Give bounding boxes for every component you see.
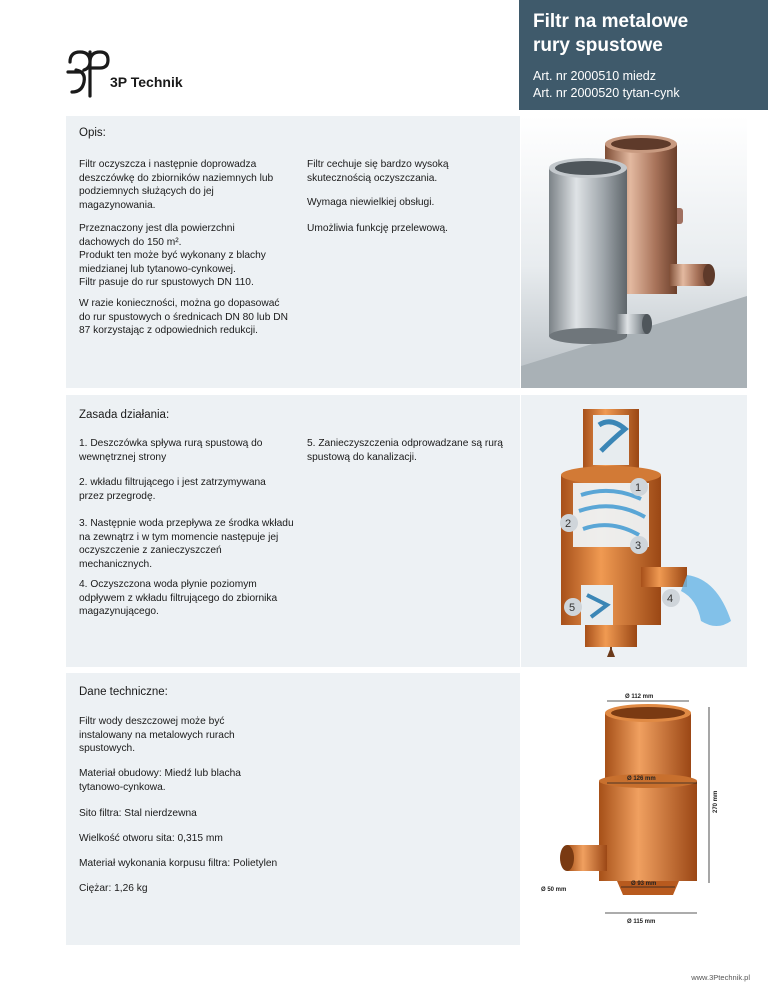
dim-top-diameter: Ø 112 mm bbox=[625, 694, 654, 700]
step-5: 5. Zanieczyszczenia odprowadzane są rurą spustową do kanalizacji. bbox=[307, 438, 503, 463]
step-2: 2. wkładu filtrującego i jest zatrzymywana przez przegrodę. bbox=[79, 477, 266, 502]
dim-mid-diameter: Ø 126 mm bbox=[627, 776, 656, 782]
step-4: 4. Oczyszczona woda płynie poziomym odpływem z wkładu filtrującego do zbiornika magazynującego. bbox=[79, 579, 278, 617]
badge-4: 4 bbox=[667, 593, 674, 605]
spec-screen: Sito filtra: Stal nierdzewna bbox=[79, 808, 197, 819]
step-1: 1. Deszczówka spływa rurą spustową do wewnętrznej strony bbox=[79, 438, 263, 463]
opis-title: Opis: bbox=[79, 127, 106, 139]
badge-2: 2 bbox=[565, 518, 572, 530]
dim-bottom-inner: Ø 93 mm bbox=[631, 881, 657, 887]
opis-paragraph-1: Filtr oczyszcza i następnie doprowadza deszczówkę do zbiorników naziemnych lub podziemnych służących do jej magazynowania. bbox=[79, 159, 274, 211]
opis-right-2: Wymaga niewielkiej obsługi. bbox=[307, 197, 435, 208]
zasada-title: Zasada działania: bbox=[79, 409, 170, 421]
technical-drawing bbox=[521, 673, 747, 945]
product-photo bbox=[521, 116, 747, 388]
logo-mark-icon bbox=[66, 50, 110, 98]
opis-paragraph-3: W razie konieczności, można go dopasować do rur spustowych o średnicach DN 80 lub DN 87 korzystając z odpowiednich redukcji. bbox=[79, 298, 288, 336]
article-number-zinc: Art. nr 2000520 tytan-cynk bbox=[533, 86, 680, 100]
page-title: Filtr na metalowe rury spustowe bbox=[533, 11, 689, 56]
dim-outlet-diameter: Ø 50 mm bbox=[541, 887, 567, 893]
footer-url: www.3Ptechnik.pl bbox=[691, 973, 750, 982]
opis-right-1: Filtr cechuje się bardzo wysoką skutecznością oczyszczania. bbox=[307, 159, 449, 184]
spec-mesh: Wielkość otworu sita: 0,315 mm bbox=[79, 833, 223, 844]
opis-paragraph-2: Przeznaczony jest dla powierzchni dachowych do 150 m². Produkt ten może być wykonany z blachy miedzianej lub tytanowo-cynkowej. Filtr pasuje do rur spustowych DN 110. bbox=[79, 223, 266, 288]
spec-install: Filtr wody deszczowej może być instalowany na metalowych rurach spustowych. bbox=[79, 716, 235, 754]
article-numbers bbox=[533, 68, 754, 102]
dim-height: 270 mm bbox=[713, 790, 719, 813]
working-diagram bbox=[521, 395, 747, 667]
spec-housing: Materiał obudowy: Miedź lub blacha tytanowo-cynkowa. bbox=[79, 768, 241, 793]
dim-bottom-outer: Ø 115 mm bbox=[627, 919, 656, 925]
step-3: 3. Następnie woda przepływa ze środka wkładu na zewnątrz i w tym momencie następuje jej oczyszczenie z zanieczyszczeń mechanicznych. bbox=[79, 518, 294, 570]
badge-1: 1 bbox=[635, 482, 642, 494]
article-number-copper: Art. nr 2000510 miedz bbox=[533, 69, 656, 83]
dane-title: Dane techniczne: bbox=[79, 686, 168, 698]
badge-5: 5 bbox=[569, 602, 576, 614]
logo-text: 3P Technik bbox=[110, 74, 183, 90]
spec-weight: Ciężar: 1,26 kg bbox=[79, 883, 148, 894]
spec-body-material: Materiał wykonania korpusu filtra: Polietylen bbox=[79, 858, 278, 869]
opis-right-3: Umożliwia funkcję przelewową. bbox=[307, 223, 448, 234]
header-box bbox=[519, 0, 768, 110]
logo bbox=[66, 50, 206, 98]
badge-3: 3 bbox=[635, 540, 642, 552]
